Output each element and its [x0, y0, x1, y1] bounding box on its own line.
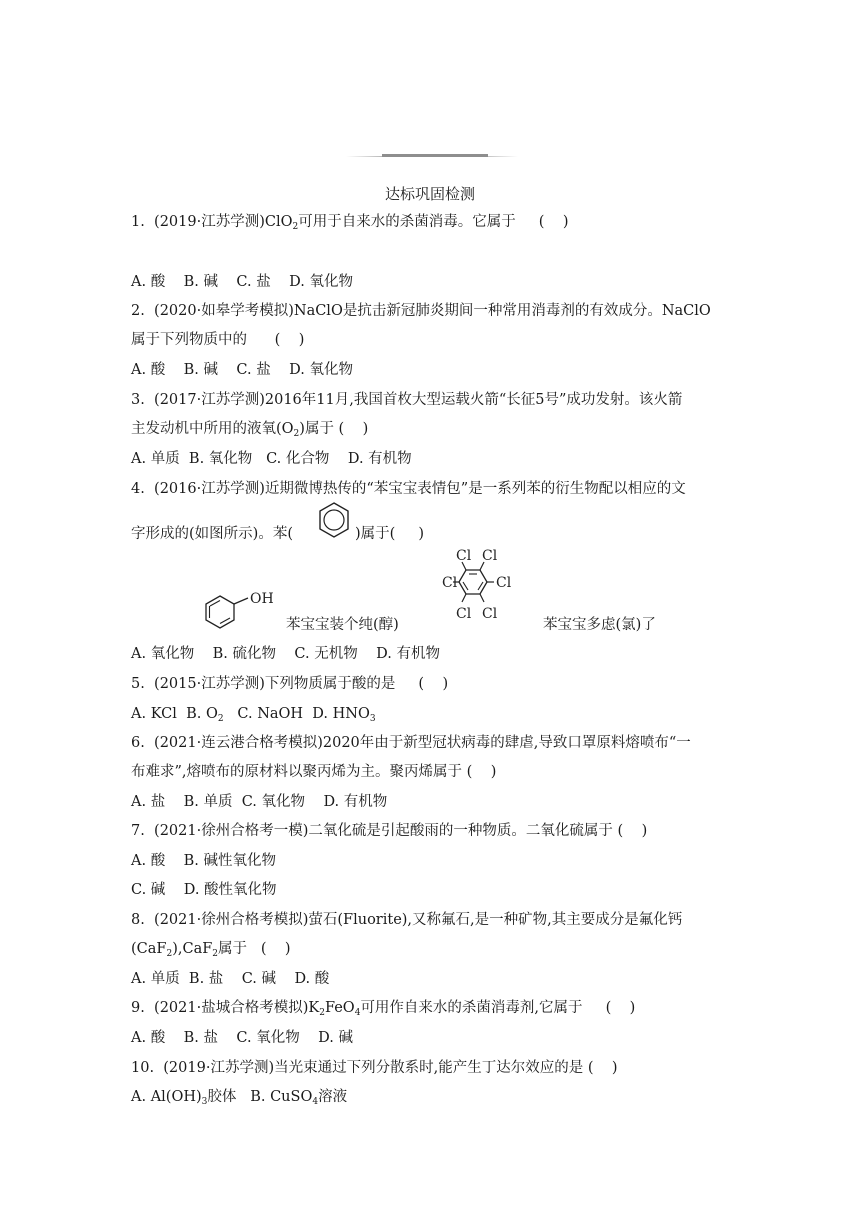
question-2-stem-line2: 属于下列物质中的 ( ) — [131, 332, 305, 348]
question-3-stem-line2: 主发动机中所用的液氧$(O_2)$属于 ( ) — [131, 421, 369, 439]
question-5-options: A. KCl B. $O_2$ C. NaOH D. $HNO_3$ — [131, 706, 376, 724]
question-4-figure — [0, 548, 860, 638]
cl-label: Cl — [456, 606, 472, 622]
question-9-options: A. 酸 B. 盐 C. 氧化物 D. 碱 — [131, 1030, 353, 1046]
header-decoration — [346, 154, 518, 160]
question-2-options: A. 酸 B. 碱 C. 盐 D. 氧化物 — [131, 362, 353, 378]
question-6-stem-line2: 布难求”,熔喷布的原材料以聚丙烯为主。聚丙烯属于 ( ) — [131, 764, 497, 780]
cl-label: Cl — [496, 575, 512, 591]
cl-label: Cl — [442, 575, 458, 591]
question-4-stem-line1: 4. (2016·江苏学测)近期微博热传的“苯宝宝表情包”是一系列苯的衍生物配以相应的文 — [131, 481, 686, 497]
question-1-options: A. 酸 B. 碱 C. 盐 D. 氧化物 — [131, 274, 353, 290]
phenol-structure — [200, 592, 280, 634]
hexachlorobenzene-caption: 苯宝宝多虑(氯)了 — [543, 617, 656, 633]
benzene-structure — [314, 500, 354, 540]
question-3-options: A. 单质 B. 氧化物 C. 化合物 D. 有机物 — [131, 451, 412, 467]
question-4-stem-line2: 字形成的(如图所示)。苯( )属于( ) — [131, 500, 140, 544]
question-10-options: A. $Al(OH)_3$胶体 B. CuSO$_4$溶液 — [131, 1089, 348, 1107]
question-6-stem-line1: 6. (2021·连云港合格考模拟)2020年由于新型冠状病毒的肆虐,导致口罩原料熔喷布“一 — [131, 735, 691, 751]
cl-label: Cl — [482, 548, 498, 564]
question-6-options: A. 盐 B. 单质 C. 氧化物 D. 有机物 — [131, 794, 388, 810]
question-7-stem: 7. (2021·徐州合格考一模)二氧化硫是引起酸雨的一种物质。二氧化硫属于 ( ) — [131, 823, 648, 839]
question-9-stem: 9. (2021·盐城合格考模拟)$K_2FeO_4$可用作自来水的杀菌消毒剂,它属于 ( ) — [131, 1000, 636, 1018]
cl-label: Cl — [456, 548, 472, 564]
oh-label: OH — [250, 592, 274, 607]
page-title: 达标巩固检测 — [384, 185, 475, 203]
phenol-caption: 苯宝宝装个纯(醇) — [286, 617, 399, 633]
question-10-stem: 10. (2019·江苏学测)当光束通过下列分散系时,能产生丁达尔效应的是 ( ) — [131, 1060, 618, 1076]
question-4-options: A. 氧化物 B. 硫化物 C. 无机物 D. 有机物 — [131, 646, 440, 662]
question-8-stem-line2: (CaF$_2$),CaF$_2$属于 ( ) — [131, 941, 291, 959]
question-5-stem: 5. (2015·江苏学测)下列物质属于酸的是 ( ) — [131, 676, 449, 692]
hexachlorobenzene-structure — [440, 548, 536, 630]
question-8-stem-line1: 8. (2021·徐州合格考模拟)萤石(Fluorite),又称氟石,是一种矿物,其主要成分是氟化钙 — [131, 912, 683, 928]
question-1-stem: 1. (2019·江苏学测)ClO$_2$可用于自来水的杀菌消毒。它属于 ( ) — [131, 214, 569, 232]
cl-label: Cl — [482, 606, 498, 622]
question-7-options-row2: C. 碱 D. 酸性氧化物 — [131, 882, 277, 898]
question-3-stem-line1: 3. (2017·江苏学测)2016年11月,我国首枚大型运载火箭“长征5号”成功发射。该火箭 — [131, 392, 683, 408]
question-8-options: A. 单质 B. 盐 C. 碱 D. 酸 — [131, 971, 330, 987]
question-2-stem-line1: 2. (2020·如皋学考模拟)NaClO是抗击新冠肺炎期间一种常用消毒剂的有效成分。NaClO — [131, 303, 711, 319]
question-7-options-row1: A. 酸 B. 碱性氧化物 — [131, 853, 276, 869]
